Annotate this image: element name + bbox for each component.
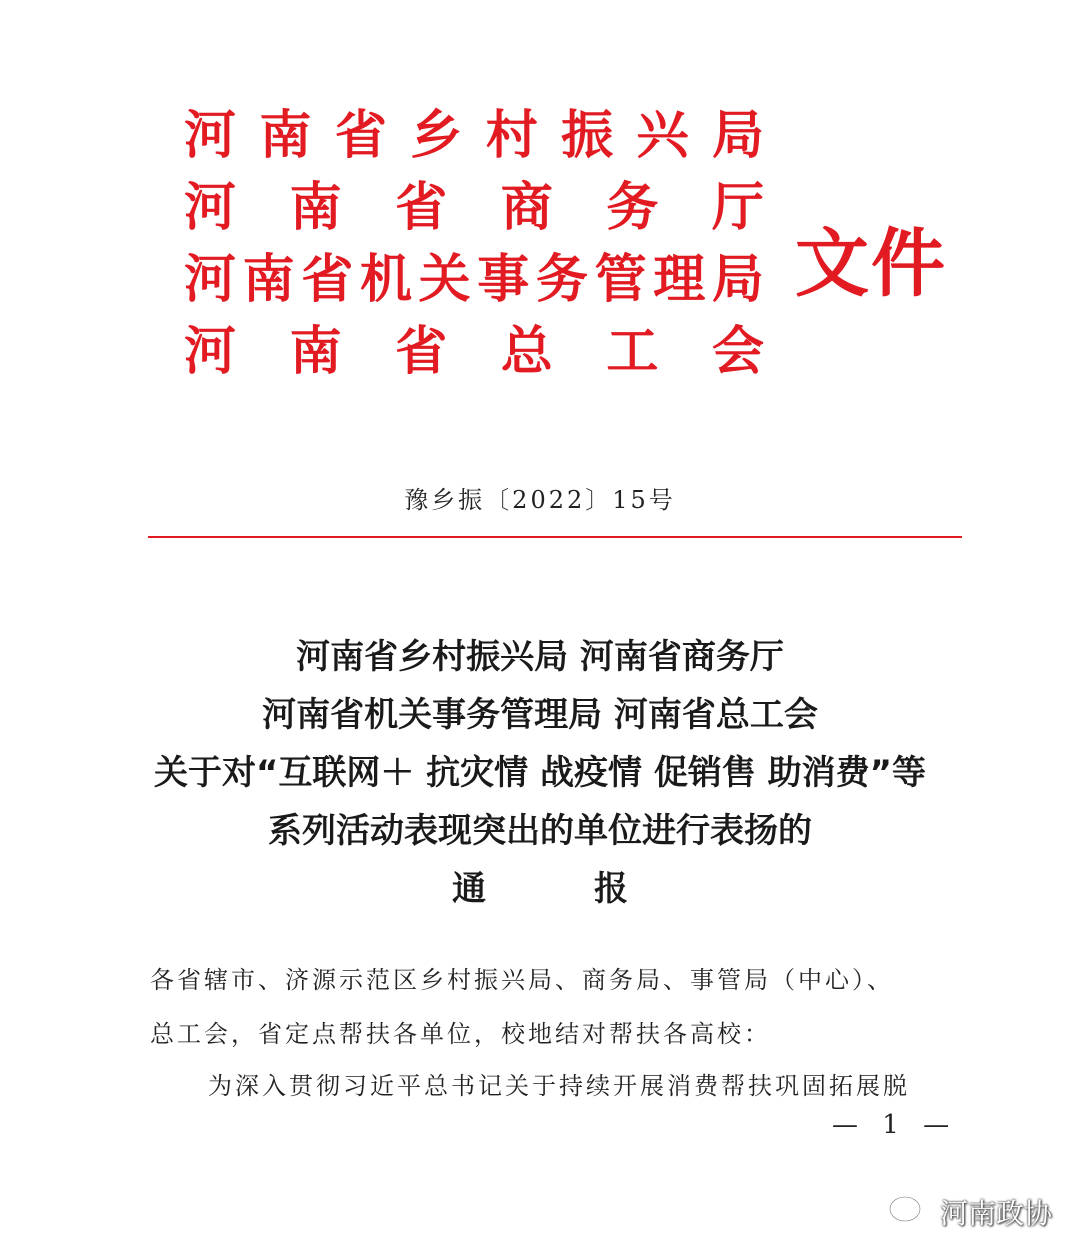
org-char: 省 [395, 178, 448, 238]
org-char: 南 [259, 106, 312, 166]
org-char: 事 [477, 250, 530, 310]
watermark-text: 河南政协 [940, 1197, 1053, 1230]
org-char: 机 [359, 250, 412, 310]
title-char: 通 [452, 869, 486, 909]
org-char: 南 [289, 178, 342, 238]
page-number: — 1 — [832, 1110, 958, 1140]
org-char: 村 [485, 106, 538, 166]
org-char: 河 [184, 178, 237, 238]
org-char: 河 [184, 250, 237, 310]
org-char: 局 [711, 250, 764, 310]
org-line-commerce [184, 172, 764, 244]
org-char: 振 [561, 106, 614, 166]
body-line-2: 总工会，省定点帮扶各单位，校地结对帮扶各高校： [150, 1020, 771, 1048]
org-line-trade-union [184, 316, 764, 388]
org-char: 省 [301, 250, 354, 310]
org-char: 会 [711, 322, 764, 382]
document-type-label: 文件 [795, 221, 947, 307]
org-line-rural-revitalization [184, 100, 764, 172]
org-char: 河 [184, 322, 237, 382]
body-line-3: 为深入贯彻习近平总书记关于持续开展消费帮扶巩固拓展脱 [208, 1072, 910, 1100]
title-line-5 [0, 860, 1080, 918]
org-char: 务 [606, 178, 659, 238]
issuing-organizations [184, 100, 764, 388]
org-char: 河 [184, 106, 237, 166]
org-char: 商 [500, 178, 553, 238]
org-char: 省 [334, 106, 387, 166]
org-char: 南 [242, 250, 295, 310]
org-char: 工 [606, 322, 659, 382]
title-line-4: 系列活动表现突出的单位进行表扬的 [268, 811, 812, 851]
org-char: 兴 [636, 106, 689, 166]
body-line-1: 各省辖市、济源示范区乡村振兴局、商务局、事管局（中心）、 [150, 966, 894, 994]
org-char: 理 [653, 250, 706, 310]
document-number: 豫乡振〔2022〕15号 [404, 486, 676, 514]
org-char: 总 [500, 322, 553, 382]
document-title [0, 628, 1080, 918]
red-divider [148, 536, 962, 538]
title-line-2: 河南省机关事务管理局 河南省总工会 [262, 695, 818, 735]
title-line-3: 关于对“互联网＋ 抗灾情 战疫情 促销售 助消费”等 [153, 753, 927, 793]
source-watermark [888, 1192, 1052, 1232]
org-char: 关 [418, 250, 471, 310]
wechat-icon [888, 1194, 932, 1230]
org-char: 厅 [711, 178, 764, 238]
title-char: 报 [594, 869, 628, 909]
org-char: 南 [289, 322, 342, 382]
org-line-government-offices [184, 244, 764, 316]
org-char: 管 [594, 250, 647, 310]
org-char: 乡 [410, 106, 463, 166]
org-char: 务 [535, 250, 588, 310]
title-line-1: 河南省乡村振兴局 河南省商务厅 [296, 637, 784, 677]
org-char: 局 [711, 106, 764, 166]
org-char: 省 [395, 322, 448, 382]
